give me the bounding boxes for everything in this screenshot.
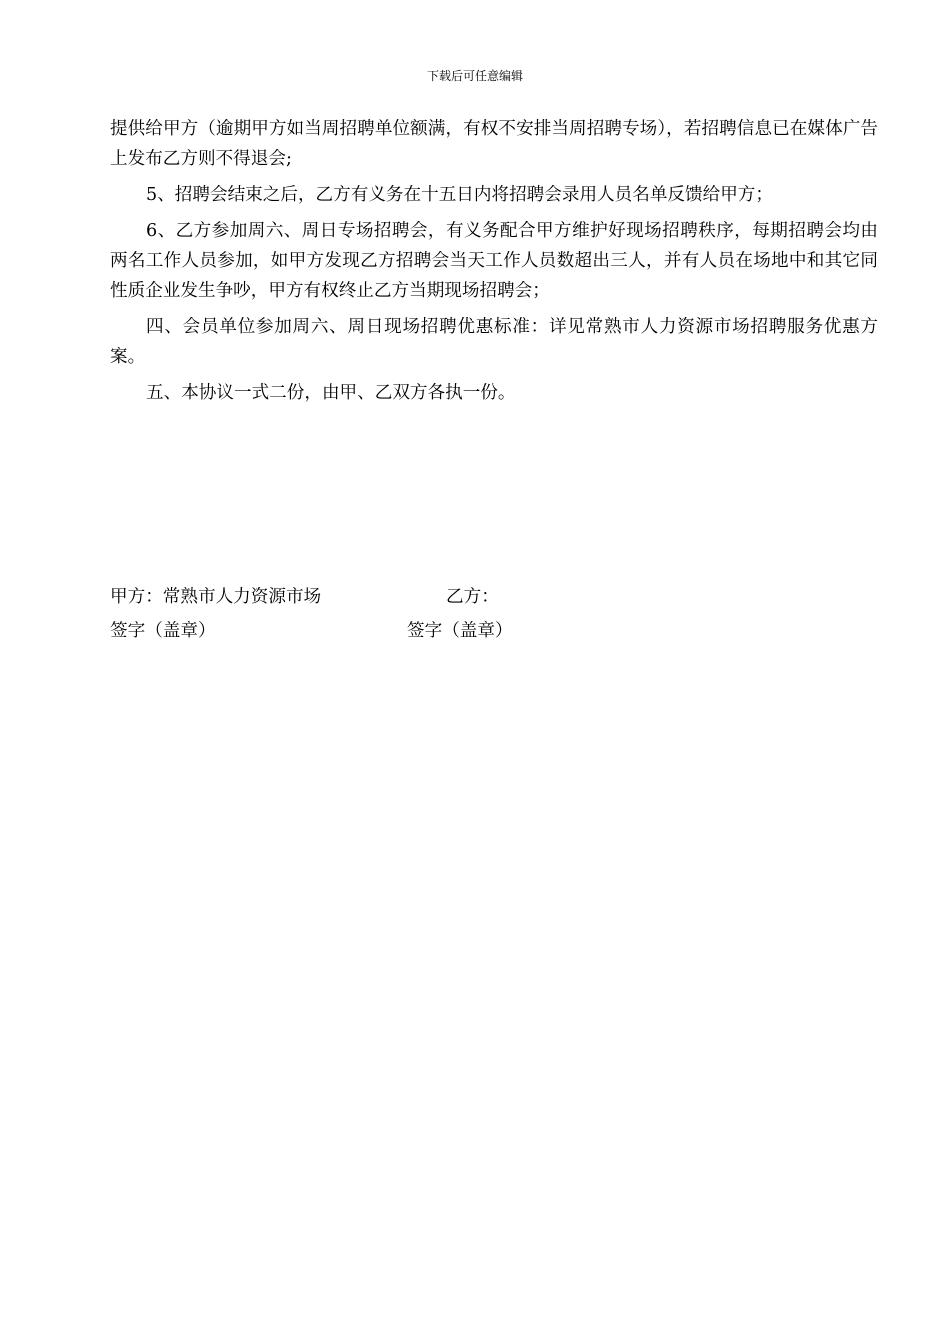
party-b-label: 乙方： bbox=[446, 587, 499, 607]
party-b-signature: 签字（盖章） bbox=[407, 621, 513, 641]
page-header: 下载后可任意编辑 bbox=[426, 69, 523, 83]
paragraph-item-6: 6、乙方参加周六、周日专场招聘会，有义务配合甲方维护好现场招聘秩序，每期招聘会均由两名工作人员参加，如甲方发现乙方招聘会当天工作人员数超出三人，并有人员在场地中和其它同性质企业发生争吵，甲方有权终止乙方当期现场招聘会； bbox=[110, 221, 878, 301]
paragraph-section-4: 四、会员单位参加周六、周日现场招聘优惠标准：详见常熟市人力资源市场招聘服务优惠方案。 bbox=[110, 317, 878, 367]
paragraph-continuation: 提供给甲方（逾期甲方如当周招聘单位额满，有权不安排当周招聘专场），若招聘信息已在媒体广告上发布乙方则不得退会; bbox=[110, 119, 878, 169]
signature-stamp-row bbox=[110, 614, 878, 648]
party-a-signature: 签字（盖章） bbox=[110, 621, 216, 641]
paragraph-item-5: 5、招聘会结束之后，乙方有义务在十五日内将招聘会录用人员名单反馈给甲方； bbox=[146, 185, 773, 205]
document-body bbox=[110, 114, 878, 414]
paragraph-section-5: 五、本协议一式二份，由甲、乙双方各执一份。 bbox=[146, 383, 516, 403]
signature-block bbox=[110, 580, 878, 648]
signature-parties-row bbox=[110, 580, 878, 614]
party-a-label: 甲方：常熟市人力资源市场 bbox=[110, 587, 322, 607]
